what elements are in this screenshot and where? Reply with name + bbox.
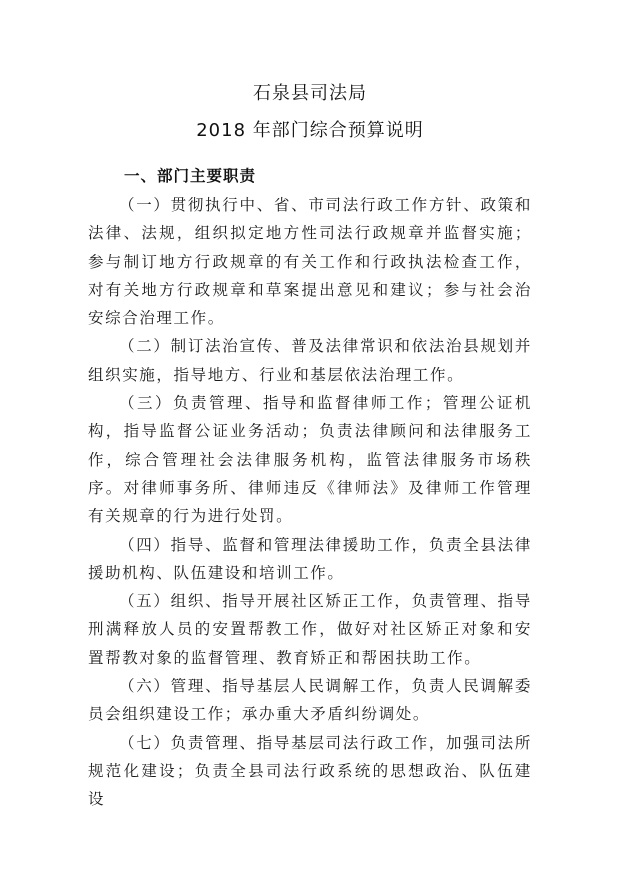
paragraph-6: （六）管理、指导基层人民调解工作，负责人民调解委员会组织建设工作；承办重大矛盾纠纷调处。 <box>88 677 532 724</box>
paragraph-4: （四）指导、监督和管理法律援助工作，负责全县法律援助机构、队伍建设和培训工作。 <box>88 535 532 582</box>
paragraph-7: （七）负责管理、指导基层司法行政工作，加强司法所规范化建设；负责全县司法行政系统的思想政治、队伍建设 <box>88 733 532 809</box>
document-subtitle: 2018 年部门综合预算说明 <box>196 120 424 141</box>
paragraph-2: （二）制订法治宣传、普及法律常识和依法治县规划并组织实施，指导地方、行业和基层依法治理工作。 <box>88 337 532 384</box>
paragraph-3: （三）负责管理、指导和监督律师工作；管理公证机构，指导监督公证业务活动；负责法律顾问和法律服务工作，综合管理社会法律服务机构，监管法律服务市场秩序。对律师事务所、律师违反《律师法》及律师工作管理有关规章的行为进行处罚。 <box>88 394 532 526</box>
document-body <box>88 191 532 814</box>
paragraph-5: （五）组织、指导开展社区矫正工作，负责管理、指导刑满释放人员的安置帮教工作，做好对社区矫正对象和安置帮教对象的监督管理、教育矫正和帮困扶助工作。 <box>88 592 532 667</box>
paragraph-1: （一）贯彻执行中、省、市司法行政工作方针、政策和法律、法规，组织拟定地方性司法行政规章并监督实施；参与制订地方行政规章的有关工作和行政执法检查工作，对有关地方行政规章和草案提出意见和建议；参与社会治安综合治理工作。 <box>88 196 532 328</box>
section-heading: 一、部门主要职责 <box>124 167 257 185</box>
document-title: 石泉县司法局 <box>253 83 367 104</box>
